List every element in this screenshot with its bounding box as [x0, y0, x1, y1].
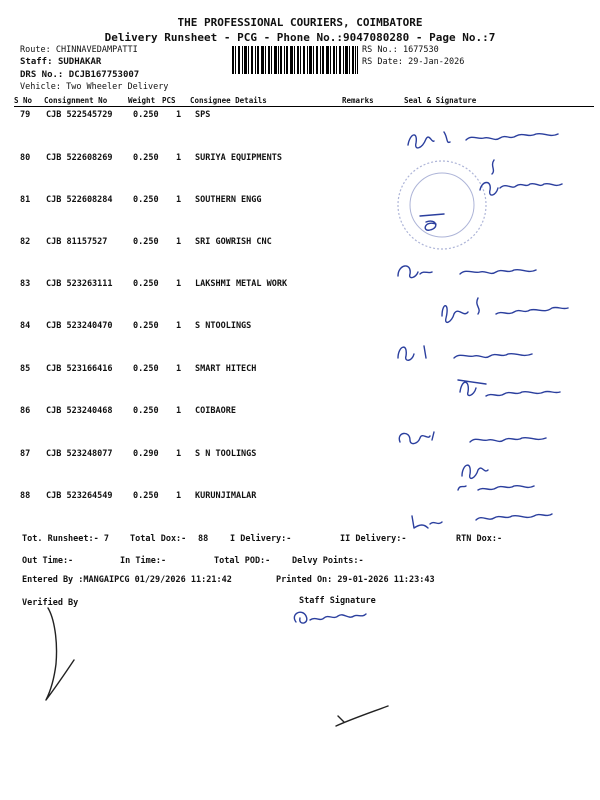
cell-pcs: 1: [176, 195, 182, 205]
cell-weight: 0.290: [133, 449, 159, 459]
cell-sno: 79: [20, 110, 31, 120]
table-row: [14, 153, 594, 167]
tot-runsheet: Tot. Runsheet:- 7: [22, 534, 109, 544]
table-row: [14, 237, 594, 251]
table-row: [14, 406, 594, 420]
cell-weight: 0.250: [133, 153, 159, 163]
verified-by-label: Verified By: [22, 598, 79, 608]
drs-value: DCJB167753007: [68, 70, 140, 80]
runsheet-subtitle: Delivery Runsheet - PCG - Phone No.:9047080280 - Page No.:7: [104, 31, 496, 44]
cell-sno: 86: [20, 406, 31, 416]
rs-date-label: RS Date:: [362, 57, 403, 67]
cell-weight: 0.250: [133, 491, 159, 501]
signature-row-81: [420, 214, 444, 230]
cell-consignee: SOUTHERN ENGG: [195, 195, 262, 205]
cell-consignment: CJB 523248077: [46, 449, 113, 459]
cell-consignment: CJB 523240468: [46, 406, 113, 416]
cell-consignee: S NTOOLINGS: [195, 321, 252, 331]
i-delivery: I Delivery:-: [230, 534, 292, 544]
cell-pcs: 1: [176, 406, 182, 416]
cell-consignee: LAKSHMI METAL WORK: [195, 279, 288, 289]
staff-line: [20, 57, 101, 67]
cell-sno: 85: [20, 364, 31, 374]
table-row: [14, 110, 594, 124]
total-dox-value: 88: [198, 534, 209, 544]
col-consignee: Consignee Details: [190, 96, 267, 105]
vehicle-value: Two Wheeler Delivery: [66, 82, 169, 92]
cell-consignment: CJB 523264549: [46, 491, 113, 501]
cell-sno: 88: [20, 491, 31, 501]
cell-consignment: CJB 522608269: [46, 153, 113, 163]
col-consignment: Consignment No: [44, 96, 108, 105]
cell-pcs: 1: [176, 364, 182, 374]
vehicle-line: [20, 82, 168, 92]
signature-row-83: [398, 266, 536, 278]
table-row: [14, 491, 594, 505]
header-rule: [14, 106, 594, 107]
signature-row-85: [398, 346, 532, 360]
cell-pcs: 1: [176, 237, 182, 247]
printed-on: Printed On: 29-01-2026 11:23:43: [276, 575, 435, 585]
cell-consignee: S N TOOLINGS: [195, 449, 257, 459]
cell-sno: 84: [20, 321, 31, 331]
in-time: In Time:-: [120, 556, 167, 566]
out-time: Out Time:-: [22, 556, 74, 566]
drs-label: DRS No.:: [20, 70, 64, 80]
cell-sno: 82: [20, 237, 31, 247]
rs-no-label: RS No.:: [362, 45, 398, 55]
col-remarks: Remarks: [342, 96, 374, 105]
route-label: Route:: [20, 45, 51, 55]
ii-delivery: II Delivery:-: [340, 534, 407, 544]
route-line: [20, 45, 138, 55]
cell-consignment: CJB 522608284: [46, 195, 113, 205]
cell-consignment: CJB 522545729: [46, 110, 113, 120]
total-dox-label: Total Dox:-: [130, 534, 187, 544]
company-title: THE PROFESSIONAL COURIERS, COIMBATORE: [177, 16, 423, 29]
cell-consignment: CJB 523240470: [46, 321, 113, 331]
cell-sno: 81: [20, 195, 31, 205]
table-header: [14, 96, 594, 106]
table-row: [14, 364, 594, 378]
delvy-points: Delvy Points:-: [292, 556, 364, 566]
cell-pcs: 1: [176, 321, 182, 331]
table-row: [14, 449, 594, 463]
drs-line: [20, 70, 139, 80]
cell-consignment: CJB 523263111: [46, 279, 113, 289]
cell-weight: 0.250: [133, 279, 159, 289]
signature-row-84: [442, 298, 568, 322]
cell-weight: 0.250: [133, 237, 159, 247]
cell-pcs: 1: [176, 153, 182, 163]
bottom-mark: [336, 706, 388, 726]
cell-weight: 0.250: [133, 110, 159, 120]
cell-consignment: CJB 81157527: [46, 237, 108, 247]
staff-signature-mark: [294, 612, 366, 623]
col-pcs: PCS: [162, 96, 176, 105]
table-row: [14, 321, 594, 335]
table-row: [14, 279, 594, 293]
col-seal-signature: Seal & Signature: [404, 96, 477, 105]
signature-row-86: [399, 432, 546, 444]
cell-pcs: 1: [176, 491, 182, 501]
col-sno: S No: [14, 96, 33, 105]
cell-weight: 0.250: [133, 406, 159, 416]
rs-no-value: 1677530: [402, 45, 439, 55]
cell-consignee: KURUNJIMALAR: [195, 491, 257, 501]
cell-consignee: SMART HITECH: [195, 364, 257, 374]
cell-weight: 0.250: [133, 364, 159, 374]
cell-weight: 0.250: [133, 195, 159, 205]
cell-sno: 83: [20, 279, 31, 289]
rtn-dox: RTN Dox:-: [456, 534, 503, 544]
signature-row-87: [458, 465, 534, 490]
entered-by: Entered By :MANGAIPCG 01/29/2026 11:21:42: [22, 575, 232, 585]
cell-consignee: SPS: [195, 110, 211, 120]
cell-weight: 0.250: [133, 321, 159, 331]
cell-sno: 87: [20, 449, 31, 459]
cell-consignment: CJB 523166416: [46, 364, 113, 374]
table-row: [14, 195, 594, 209]
rs-no-line: [362, 45, 439, 55]
staff-label: Staff:: [20, 57, 53, 67]
route-value: CHINNAVEDAMPATTI: [55, 45, 138, 55]
cell-consignee: SURIYA EQUIPMENTS: [195, 153, 282, 163]
cell-pcs: 1: [176, 279, 182, 289]
cell-consignee: SRI GOWRISH CNC: [195, 237, 272, 247]
rs-date-line: [362, 57, 464, 67]
cell-pcs: 1: [176, 449, 182, 459]
signature-row-79: [408, 132, 558, 148]
cell-sno: 80: [20, 153, 31, 163]
signature-row-85-b: [458, 380, 560, 396]
rs-date-value: 29-Jan-2026: [408, 57, 465, 67]
barcode-image: [232, 46, 358, 74]
cell-pcs: 1: [176, 110, 182, 120]
staff-value: SUDHAKAR: [57, 57, 102, 67]
col-weight: Weight: [128, 96, 156, 105]
signature-row-88: [412, 514, 552, 528]
verified-by-mark: [46, 608, 74, 700]
cell-consignee: COIBAORE: [195, 406, 236, 416]
vehicle-label: Vehicle:: [20, 82, 61, 92]
total-pod: Total POD:-: [214, 556, 271, 566]
staff-signature-label: Staff Signature: [299, 596, 376, 606]
